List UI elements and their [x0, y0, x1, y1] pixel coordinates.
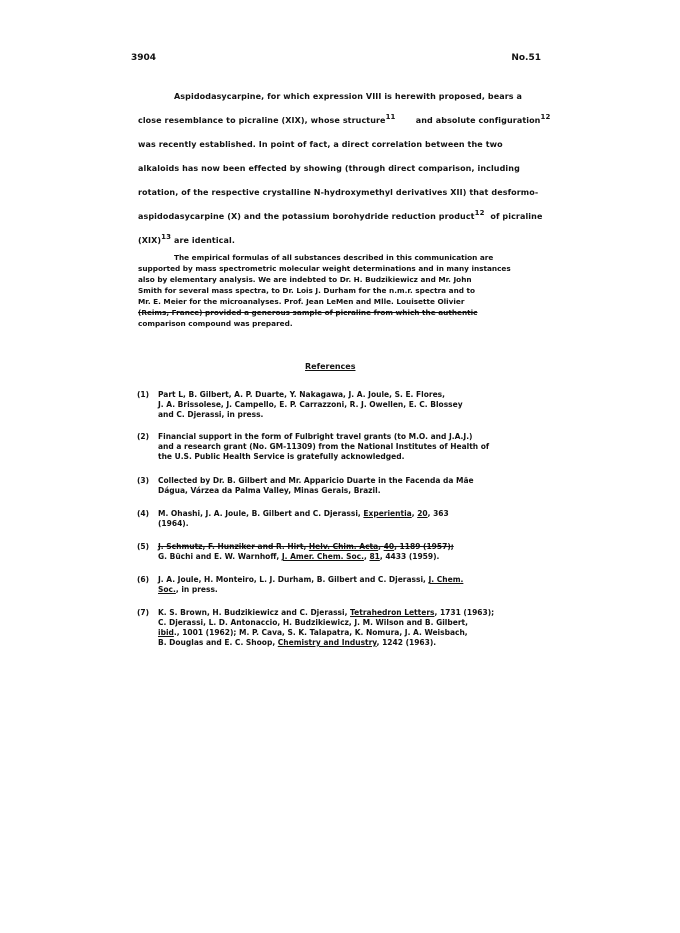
- ref-text: M. Ohashi, J. A. Joule, B. Gilbert and C. Djerassi,: [158, 509, 364, 518]
- issue-number: No.51: [511, 53, 541, 63]
- reference-line: and a research grant (No. GM-11309) from the National Institutes of Health of: [158, 442, 490, 451]
- journal-name: ibid: [158, 628, 174, 637]
- reference-number: (7): [137, 608, 150, 617]
- ref-text: ,: [363, 552, 370, 561]
- ref-text: , 1242 (1963).: [376, 638, 437, 647]
- reference-number: (6): [137, 575, 150, 584]
- superscript: 11: [385, 113, 396, 121]
- text-span: (XIX): [138, 236, 162, 245]
- text-span: are identical.: [173, 236, 236, 245]
- ref-text: ., 1001 (1962); M. P. Cava, S. K. Talapatra, K. Nomura, J. A. Weisbach,: [173, 628, 468, 637]
- ref-text: G. Büchi and E. W. Warnhoff,: [158, 552, 282, 561]
- ref-text: , 1731 (1963);: [434, 608, 495, 617]
- reference-line: (1964).: [158, 519, 189, 528]
- ref-text: J. Schmutz, F. Hunziker and R. Hirt,: [158, 542, 309, 551]
- journal-name: Soc.: [158, 585, 176, 594]
- volume-number: 20: [417, 509, 428, 518]
- ref-text: , 1189 (1957);: [394, 542, 454, 551]
- reference-number: (2): [137, 432, 150, 441]
- page-number: 3904: [131, 53, 157, 63]
- text-span: of picraline: [490, 212, 543, 221]
- journal-name: J. Chem.: [428, 575, 464, 584]
- text-span: and absolute configuration: [415, 116, 541, 125]
- volume-number: 40: [383, 542, 395, 551]
- reference-line: [158, 608, 494, 617]
- text-line: alkaloids has now been effected by showing (through direct comparison, including: [138, 164, 520, 173]
- reference-number: (3): [137, 476, 150, 485]
- text-span: close resemblance to picraline (XIX), whose structure: [138, 116, 386, 125]
- superscript: 12: [474, 209, 485, 217]
- reference-line: Part L, B. Gilbert, A. P. Duarte, Y. Nakagawa, J. A. Joule, S. E. Flores,: [158, 390, 445, 399]
- reference-line-struck: [158, 542, 454, 551]
- reference-line: Financial support in the form of Fulbright travel grants (to M.O. and J.A.J.): [158, 432, 473, 441]
- reference-line: [158, 509, 449, 518]
- superscript: 12: [540, 113, 551, 121]
- text-line: [138, 209, 543, 221]
- text-line-struck: (Reims, France) provided a generous sample of picraline from which the authentic: [138, 308, 478, 317]
- ref-text: , 363: [427, 509, 449, 518]
- reference-line: J. A. Brissolese, J. Campello, E. P. Carrazzoni, R. J. Owellen, E. C. Blossey: [158, 400, 463, 409]
- reference-line: [158, 575, 463, 584]
- text-line: rotation, of the respective crystalline N-hydroxymethyl derivatives XII) that desformo-: [138, 188, 539, 197]
- ref-text: , 4433 (1959).: [379, 552, 440, 561]
- reference-number: (4): [137, 509, 150, 518]
- ref-text: J. A. Joule, H. Monteiro, L. J. Durham, B. Gilbert and C. Djerassi,: [158, 575, 429, 584]
- journal-name: Helv. Chim. Acta: [308, 542, 379, 551]
- reference-number: (5): [137, 542, 150, 551]
- text-line: also by elementary analysis. We are indebted to Dr. H. Budzikiewicz and Mr. John: [138, 275, 472, 284]
- reference-line: [158, 552, 439, 561]
- journal-name: Experientia: [363, 509, 412, 518]
- reference-line: [158, 638, 436, 647]
- ref-text: , in press.: [175, 585, 218, 594]
- reference-line: Collected by Dr. B. Gilbert and Mr. Apparicio Duarte in the Facenda da Mãe: [158, 476, 474, 485]
- volume-number: 81: [369, 552, 380, 561]
- text-line: The empirical formulas of all substances described in this communication are: [174, 253, 494, 262]
- references-heading: References: [305, 362, 356, 371]
- text-line: Aspidodasycarpine, for which expression VIII is herewith proposed, bears a: [174, 92, 523, 101]
- ref-text: ,: [411, 509, 418, 518]
- reference-line: [158, 628, 468, 637]
- reference-line: and C. Djerassi, in press.: [158, 410, 264, 419]
- reference-number: (1): [137, 390, 150, 399]
- page-header: [131, 53, 541, 67]
- text-line: [138, 113, 551, 125]
- text-line: [138, 233, 236, 245]
- reference-line: [158, 585, 218, 594]
- journal-name: Chemistry and Industry: [277, 638, 377, 647]
- ref-text: B. Douglas and E. C. Shoop,: [158, 638, 278, 647]
- reference-line: the U.S. Public Health Service is gratefully acknowledged.: [158, 452, 405, 461]
- text-line: Mr. E. Meier for the microanalyses. Prof. Jean LeMen and Mlle. Louisette Olivier: [138, 297, 465, 306]
- ref-text: K. S. Brown, H. Budzikiewicz and C. Djerassi,: [158, 608, 351, 617]
- superscript: 13: [161, 233, 172, 241]
- reference-line: C. Djerassi, L. D. Antonaccio, H. Budzikiewicz, J. M. Wilson and B. Gilbert,: [158, 618, 468, 627]
- text-line: Smith for several mass spectra, to Dr. Lois J. Durham for the n.m.r. spectra and to: [138, 286, 476, 295]
- text-line: supported by mass spectrometric molecular weight determinations and in many instances: [138, 264, 511, 273]
- text-line: was recently established. In point of fact, a direct correlation between the two: [138, 140, 503, 149]
- journal-name: Tetrahedron Letters: [350, 608, 435, 617]
- text-span: aspidodasycarpine (X) and the potassium borohydride reduction product: [138, 212, 475, 221]
- text-line: comparison compound was prepared.: [138, 319, 293, 328]
- reference-line: Dágua, Várzea da Palma Valley, Minas Gerais, Brazil.: [158, 486, 381, 495]
- journal-name: J. Amer. Chem. Soc.: [281, 552, 364, 561]
- ref-text: ,: [378, 542, 384, 551]
